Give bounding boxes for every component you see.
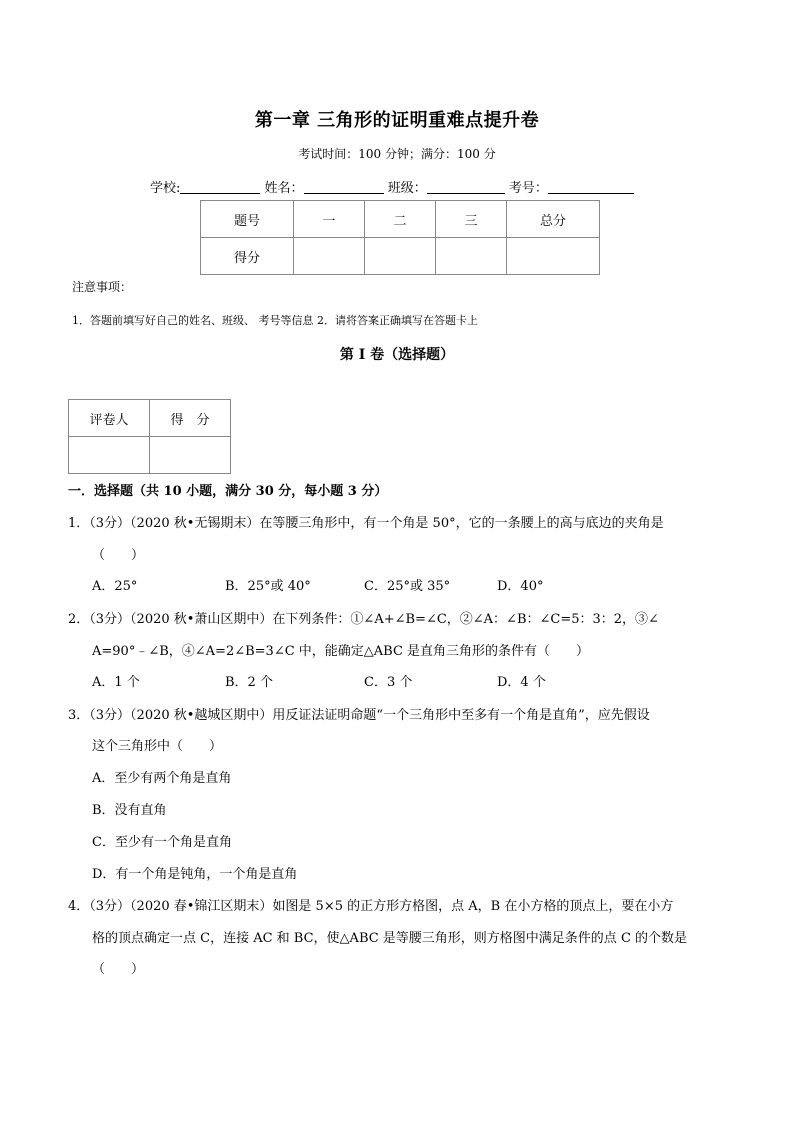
question-3-option-c: C．至少有一个角是直角 xyxy=(92,835,232,850)
score-table-header-row xyxy=(201,201,600,238)
student-info-row xyxy=(150,177,634,196)
part-title: 第 I 卷（选择题） xyxy=(339,347,455,363)
score-header-cell: 一 xyxy=(294,201,365,238)
question-1-option-c: C．25°或 35° xyxy=(364,579,451,594)
grader-table xyxy=(68,399,231,474)
question-2-option-b: B．2 个 xyxy=(225,675,273,690)
question-1-option-d: D．40° xyxy=(497,579,544,594)
question-3-option-a: A．至少有两个角是直角 xyxy=(92,771,232,786)
question-1-line2: （ ） xyxy=(92,548,145,563)
question-2-option-a: A．1 个 xyxy=(92,675,140,690)
school-blank xyxy=(180,180,260,194)
class-label: 班级： xyxy=(387,181,427,196)
name-label: 姓名： xyxy=(264,181,304,196)
school-label: 学校: xyxy=(150,181,181,196)
score-header-cell: 总分 xyxy=(507,201,600,238)
question-1-option-a: A．25° xyxy=(92,579,138,594)
question-4-line2: 格的顶点确定一点 C，连接 AC 和 BC，使△ABC 是等腰三角形，则方格图中满足条件的点 C 的个数是 xyxy=(92,931,688,946)
score-cell xyxy=(436,238,507,275)
question-2-line2: A=90°﹣∠B，④∠A=2∠B=3∠C 中，能确定△ABC 是直角三角形的条件有（ ） xyxy=(92,644,590,659)
notice-heading: 注意事项： xyxy=(72,280,133,294)
score-header-cell: 题号 xyxy=(201,201,294,238)
grader-value-row xyxy=(69,437,231,474)
question-1-option-b: B．25°或 40° xyxy=(225,579,311,594)
question-1-line1: 1．（3分）（2020 秋•无锡期末）在等腰三角形中，有一个角是 50°，它的一条腰上的高与底边的夹角是 xyxy=(68,516,664,531)
score-header-cell: 二 xyxy=(365,201,436,238)
question-3-option-d: D．有一个角是钝角，一个角是直角 xyxy=(92,867,298,882)
score-cell xyxy=(294,238,365,275)
question-3-option-b: B．没有直角 xyxy=(92,803,167,818)
question-4-line3: （ ） xyxy=(92,962,145,977)
score-row-label: 得分 xyxy=(201,238,294,275)
name-blank xyxy=(304,180,384,194)
question-4-line1: 4．（3分）（2020 春•锦江区期末）如图是 5×5 的正方形方格图，点 A，B 在小方格的顶点上，要在小方 xyxy=(68,899,674,914)
question-3-line1: 3．（3分）（2020 秋•越城区期中）用反证法证明命题“一个三角形中至多有一个角是直角”，应先假设 xyxy=(68,708,650,723)
exam-subtitle: 考试时间：100 分钟；满分：100 分 xyxy=(298,147,496,161)
grader-label: 评卷人 xyxy=(69,400,150,437)
question-3-line2: 这个三角形中（ ） xyxy=(92,739,223,754)
class-blank xyxy=(427,180,505,194)
grader-cell xyxy=(150,437,231,474)
grader-header-row xyxy=(69,400,231,437)
score-table xyxy=(200,200,600,275)
exam-no-blank xyxy=(548,180,634,194)
score-cell xyxy=(365,238,436,275)
exam-no-label: 考号： xyxy=(508,181,548,196)
question-2-option-d: D．4 个 xyxy=(497,675,546,690)
score-table-value-row xyxy=(201,238,600,275)
page-title: 第一章 三角形的证明重难点提升卷 xyxy=(254,110,540,131)
question-2-line1: 2．（3分）（2020 秋•萧山区期中）在下列条件：①∠A+∠B=∠C，②∠A：∠B：∠C=5：3：2，③∠ xyxy=(68,612,659,627)
question-2-option-c: C．3 个 xyxy=(364,675,413,690)
grader-score-label: 得 分 xyxy=(150,400,231,437)
grader-cell xyxy=(69,437,150,474)
notice-item: 1．答题前填写好自己的姓名、班级、 考号等信息 2．请将答案正确填写在答题卡上 xyxy=(72,314,478,327)
score-cell xyxy=(507,238,600,275)
score-header-cell: 三 xyxy=(436,201,507,238)
section-title: 一．选择题（共 10 小题，满分 30 分，每小题 3 分） xyxy=(68,484,388,499)
